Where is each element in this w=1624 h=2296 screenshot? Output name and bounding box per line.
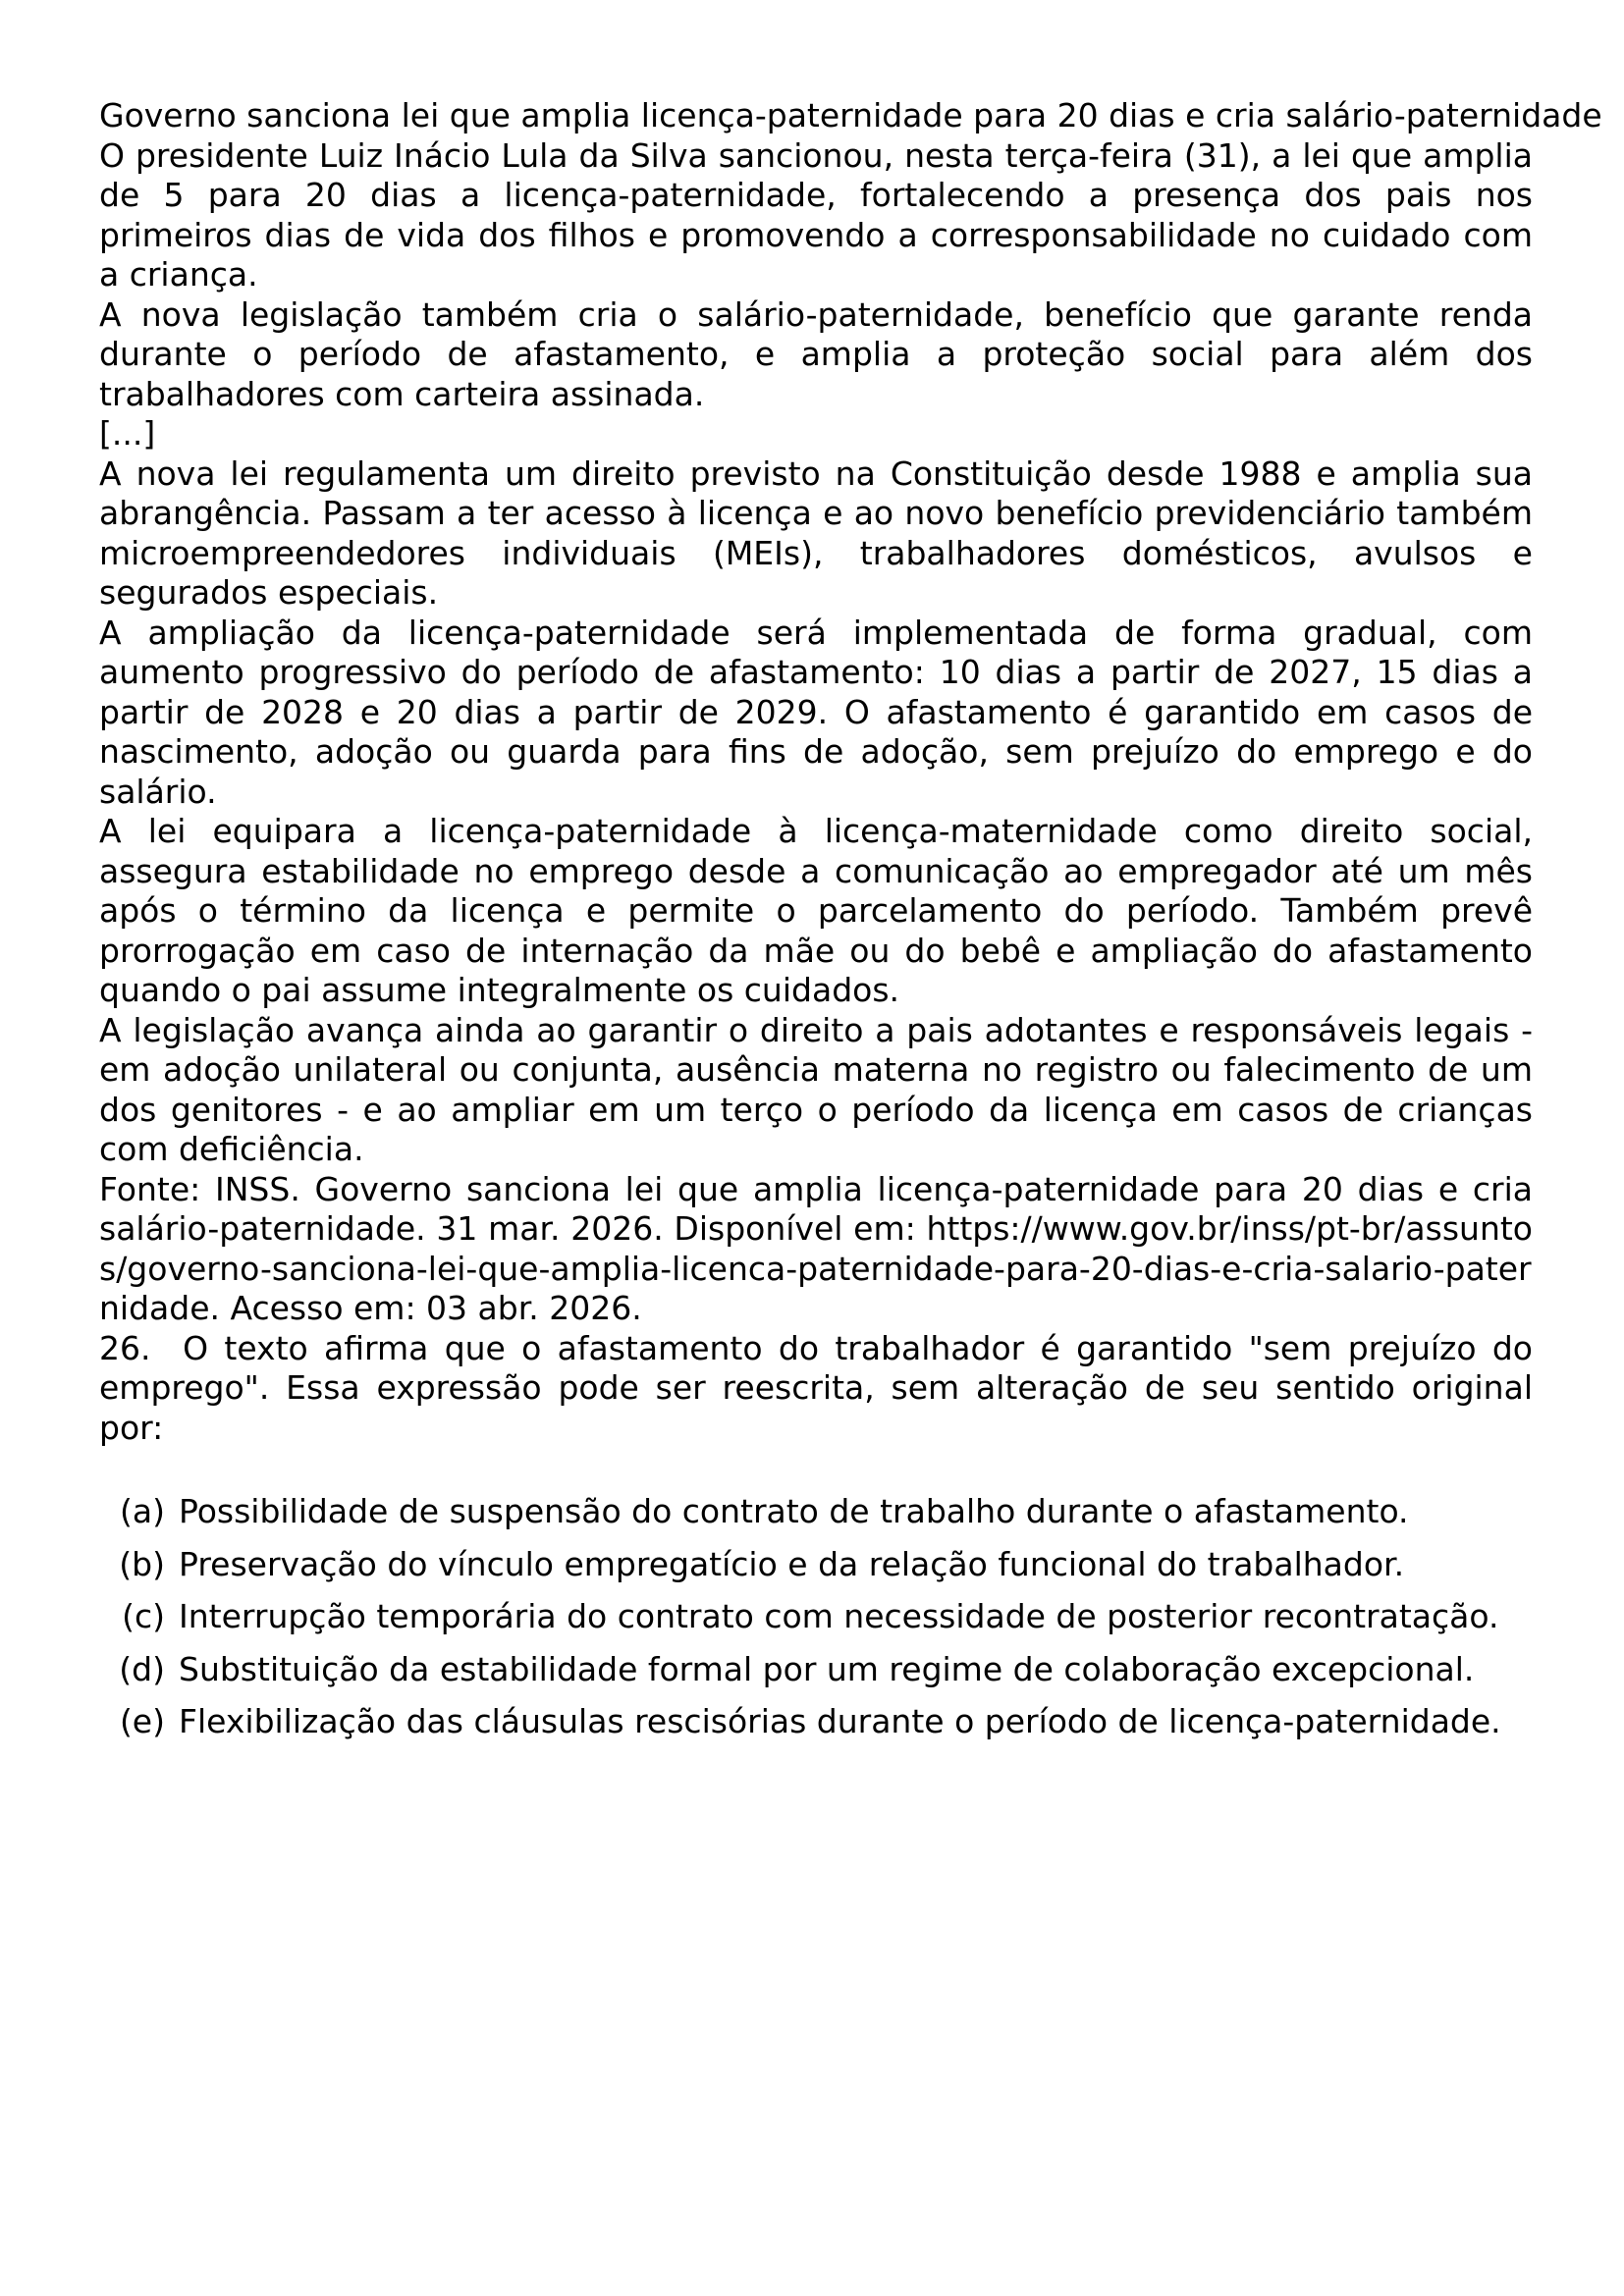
- question-text: O texto afirma que o afastamento do trabalhador é garantido "sem prejuízo do emprego". Essa expressão pode ser reescrita, sem alteração de seu sentido original por:: [99, 1328, 1533, 1447]
- document-page: [99, 96, 1602, 1755]
- source-access-date: . Acesso em: 03 abr. 2026.: [209, 1289, 642, 1327]
- option-text: Possibilidade de suspensão do contrato de trabalho durante o afastamento.: [179, 1492, 1409, 1530]
- option-a[interactable]: [99, 1492, 1533, 1532]
- article-paragraph-2: A nova legislação também cria o salário-paternidade, benefício que garante renda durante o período de afastamento, e amplia a proteção social para além dos trabalhadores com carteira assinada.: [99, 294, 1533, 413]
- question-number: 26.: [99, 1328, 151, 1367]
- source-text: Fonte: INSS. Governo sanciona lei que amplia licença-paternidade para 20 dias e cria salário-paternidade. 31 mar. 2026. Disponível em:: [99, 1169, 1533, 1248]
- option-text: Preservação do vínculo empregatício e da relação funcional do trabalhador.: [179, 1544, 1405, 1583]
- answer-options: [99, 1492, 1533, 1742]
- article-paragraph-3: A nova lei regulamenta um direito previsto na Constituição desde 1988 e amplia sua abrangência. Passam a ter acesso à licença e ao novo benefício previdenciário também microempreendedores individuais (MEIs), trabalhadores domésticos, avulsos e segurados especiais.: [99, 454, 1533, 612]
- option-text: Flexibilização das cláusulas rescisórias durante o período de licença-paternidade.: [179, 1702, 1501, 1740]
- option-letter: (c): [122, 1597, 165, 1635]
- option-letter: (e): [119, 1702, 165, 1740]
- article-paragraph-4: A ampliação da licença-paternidade será implementada de forma gradual, com aumento progressivo do período de afastamento: 10 dias a partir de 2027, 15 dias a partir de 2028 e 20 dias a partir de 2029. O afastamento é garantido em casos de nascimento, adoção ou guarda para fins de adoção, sem prejuízo do emprego e do salário.: [99, 613, 1533, 811]
- option-text: Substituição da estabilidade formal por um regime de colaboração excepcional.: [179, 1649, 1475, 1688]
- option-b[interactable]: [99, 1545, 1533, 1585]
- question-stem: [99, 1329, 1533, 1449]
- option-text: Interrupção temporária do contrato com necessidade de posterior recontratação.: [179, 1597, 1499, 1635]
- article-ellipsis: [...]: [99, 414, 156, 453]
- article-paragraph-5: A lei equipara a licença-paternidade à licença-maternidade como direito social, assegura estabilidade no emprego desde a comunicação ao empregador até um mês após o término da licença e permite o parcelamento do período. Também prevê prorrogação em caso de internação da mãe ou do bebê e ampliação do afastamento quando o pai assume integralmente os cuidados.: [99, 812, 1533, 1009]
- option-c[interactable]: [99, 1597, 1533, 1637]
- option-letter: (a): [120, 1492, 165, 1530]
- source-url: https://www.gov.br/inss/pt-br/assuntos/governo-sanciona-lei-que-amplia-licenca-paternidade-para-20-dias-e-cria-salario-paternidade: [99, 1209, 1533, 1327]
- source-citation: [99, 1170, 1533, 1329]
- option-letter: (b): [119, 1544, 165, 1583]
- article-paragraph-1: O presidente Luiz Inácio Lula da Silva sancionou, nesta terça-feira (31), a lei que amplia de 5 para 20 dias a licença-paternidade, fortalecendo a presença dos pais nos primeiros dias de vida dos filhos e promovendo a corresponsabilidade no cuidado com a criança.: [99, 135, 1533, 294]
- article-paragraph-6: A legislação avança ainda ao garantir o direito a pais adotantes e responsáveis legais - em adoção unilateral ou conjunta, ausência materna no registro ou falecimento de um dos genitores - e ao ampliar em um terço o período da licença em casos de crianças com deficiência.: [99, 1010, 1533, 1168]
- option-d[interactable]: [99, 1650, 1533, 1690]
- article-title: Governo sanciona lei que amplia licença-paternidade para 20 dias e cria salário-paternidade: [99, 96, 1602, 134]
- option-letter: (d): [119, 1649, 165, 1688]
- option-e[interactable]: [99, 1702, 1533, 1742]
